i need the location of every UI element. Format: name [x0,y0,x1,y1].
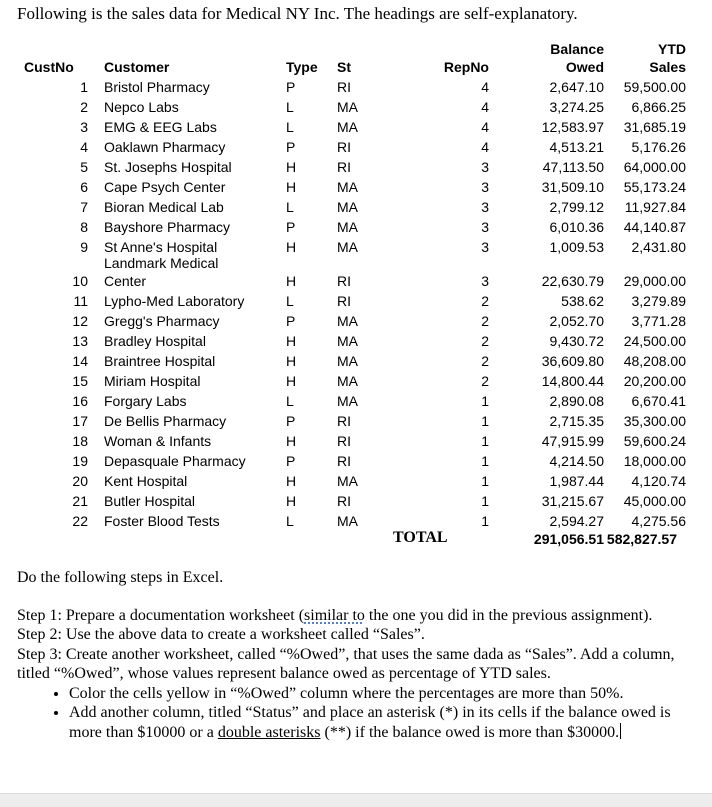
cell-st: RI [337,79,351,95]
cell-customer: Braintree Hospital [104,353,216,369]
cell-ytd: 6,866.25 [631,99,686,115]
step-1: Step 1: Prepare a documentation worksheet (similar to the one you did in the previous assignment). [17,606,653,624]
cell-type: H [286,159,297,175]
cell-customer: Bayshore Pharmacy [104,219,231,235]
cell-ytd: 4,120.74 [631,473,686,489]
cell-customer: Cape Psych Center [104,179,226,195]
cell-type: L [286,293,294,309]
cell-type: L [286,393,294,409]
cell-custno: 17 [72,413,88,429]
cell-ytd: 3,771.28 [631,313,686,329]
header-balance-line2: Owed [565,59,604,75]
cell-balance: 47,113.50 [542,159,604,175]
cell-customer: St Anne's Hospital [104,239,218,255]
cell-balance: 36,609.80 [541,353,604,369]
step-3: Step 3: Create another worksheet, called “%Owed”, that uses the same dada as “Sales”. Add a column, titled “%Owed”, whose values represent balance owed as percentage of YTD sales. [17,645,675,682]
cell-balance: 4,513.21 [549,139,604,155]
cell-st: RI [337,139,351,155]
cell-balance: 14,800.44 [541,373,604,389]
cell-balance: 31,215.67 [541,493,604,509]
cell-repno: 3 [481,159,489,175]
cell-customer: Oaklawn Pharmacy [104,139,226,155]
cell-ytd: 48,208.00 [623,353,686,369]
cell-type: H [286,273,297,289]
cell-repno: 2 [481,353,489,369]
cell-repno: 4 [481,99,489,115]
cell-ytd: 6,670.41 [631,393,686,409]
cell-st: RI [337,413,351,429]
cell-ytd: 2,431.80 [631,239,686,255]
cell-ytd: 24,500.00 [623,333,686,349]
cell-st: RI [337,159,351,175]
cell-customer: Center [104,273,147,289]
cell-ytd: 20,200.00 [623,373,686,389]
cell-customer: EMG & EEG Labs [104,119,217,135]
cell-repno: 3 [481,199,489,215]
cell-type: H [286,333,297,349]
cell-type: H [286,473,297,489]
cell-ytd: 44,140.87 [623,219,686,235]
cell-st: MA [337,373,358,389]
header-ytd-line2: Sales [649,59,686,75]
cell-repno: 1 [481,413,489,429]
intro-text: Following is the sales data for Medical NY Inc. The headings are self-explanatory. [17,4,578,23]
cell-type: H [286,179,297,195]
cell-st: MA [337,393,358,409]
header-custno: CustNo [24,59,74,75]
cell-type: L [286,119,294,135]
cell-customer: Nepco Labs [104,99,179,115]
cell-custno: 18 [72,433,88,449]
cell-type: H [286,433,297,449]
cell-custno: 9 [80,239,88,255]
cell-ytd: 59,600.24 [623,433,686,449]
cell-custno: 3 [80,119,88,135]
step-2: Step 2: Use the above data to create a worksheet called “Sales”. [17,626,425,643]
cell-balance: 4,214.50 [549,453,604,469]
cell-balance: 47,915.99 [541,433,604,449]
cell-customer: Bioran Medical Lab [104,199,224,215]
cell-customer: Bradley Hospital [104,333,206,349]
cell-st: MA [337,313,358,329]
cell-repno: 4 [481,79,489,95]
cell-custno: 21 [72,493,88,509]
cell-st: RI [337,453,351,469]
cell-type: P [286,79,296,95]
bottom-scroll-strip [0,793,712,807]
cell-type: P [286,413,296,429]
cell-repno: 3 [481,219,489,235]
cell-custno: 16 [72,393,88,409]
header-type: Type [286,59,318,75]
cell-ytd: 3,279.89 [631,293,686,309]
cell-customer: Foster Blood Tests [104,513,220,529]
cell-custno: 1 [80,79,88,95]
cell-customer: Depasquale Pharmacy [104,453,246,469]
cell-custno: 20 [72,473,88,489]
bullet-color-yellow: • Color the cells yellow in “%Owed” column where the percentages are more than 50%. [69,684,707,704]
cell-ytd: 31,685.19 [623,119,686,135]
cell-type: L [286,99,294,115]
cell-customer: De Bellis Pharmacy [104,413,227,429]
cell-type: H [286,493,297,509]
cell-st: RI [337,293,351,309]
cell-balance: 2,715.35 [549,413,604,429]
cell-custno: 10 [72,273,88,289]
cell-st: MA [337,119,358,135]
cell-ytd: 59,500.00 [623,79,686,95]
cell-st: MA [337,513,358,529]
header-st: St [337,59,351,75]
header-balance-line1: Balance [550,41,604,57]
cell-customer: Bristol Pharmacy [104,79,210,95]
cell-repno: 4 [481,139,489,155]
cell-custno: 22 [72,513,88,529]
cell-st: MA [337,199,358,215]
cell-balance: 31,509.10 [541,179,604,195]
cell-st: RI [337,493,351,509]
cell-ytd: 18,000.00 [623,453,686,469]
cell-st: RI [337,273,351,289]
cell-st: MA [337,239,358,255]
cell-custno: 15 [72,373,88,389]
cell-repno: 2 [481,293,489,309]
cell-customer: Miriam Hospital [104,373,201,389]
cell-type: P [286,453,296,469]
cell-repno: 1 [481,433,489,449]
cell-custno: 8 [80,219,88,235]
cell-ytd: 29,000.00 [623,273,686,289]
cell-balance: 1,009.53 [549,239,604,255]
similar-to-text: similar to [304,606,365,624]
cell-type: L [286,199,294,215]
cell-repno: 1 [481,453,489,469]
cell-repno: 1 [481,473,489,489]
cell-customer: Butler Hospital [104,493,196,509]
cell-custno: 6 [80,179,88,195]
cell-st: MA [337,333,358,349]
cell-custno: 14 [72,353,88,369]
cell-repno: 1 [481,513,489,529]
cell-balance: 1,987.44 [549,473,604,489]
cell-type: P [286,139,296,155]
cell-repno: 3 [481,239,489,255]
cell-balance: 2,052.70 [549,313,604,329]
total-ytd: 582,827.57 [606,531,677,547]
cell-balance: 2,647.10 [549,79,604,95]
cell-st: MA [337,219,358,235]
cell-custno: 4 [80,139,88,155]
cell-balance: 3,274.25 [549,99,604,115]
cell-balance: 22,630.79 [541,273,604,289]
cell-st: MA [337,473,358,489]
header-customer: Customer [104,59,170,75]
cell-repno: 2 [481,373,489,389]
cell-balance: 2,799.12 [549,199,604,215]
step-3-bullets [17,684,707,743]
cell-balance: 6,010.36 [549,219,604,235]
total-label: TOTAL [393,529,448,546]
cell-st: MA [337,99,358,115]
cell-custno: 2 [80,99,88,115]
cell-st: MA [337,353,358,369]
header-ytd-line1: YTD [658,41,686,57]
cell-st: RI [337,433,351,449]
total-balance: 291,056.51 [533,531,604,547]
cell-balance: 2,594.27 [549,513,604,529]
instructions-lead: Do the following steps in Excel. [17,569,224,586]
cell-custno: 12 [72,313,88,329]
cell-ytd: 64,000.00 [623,159,686,175]
cell-repno: 2 [481,333,489,349]
cell-custno: 13 [72,333,88,349]
cell-balance: 12,583.97 [541,119,604,135]
cell-balance: 2,890.08 [549,393,604,409]
bullet-status-column: • Add another column, titled “Status” and place an asterisk (*) in its cells if the balance owed is more than $10000 or a double asterisks (**) if the balance owed is more than $30000. [69,703,707,742]
cell-repno: 3 [481,273,489,289]
cell-st: MA [337,179,358,195]
header-repno: RepNo [443,59,489,75]
cell-ytd: 5,176.26 [631,139,686,155]
cell-customer: Kent Hospital [104,473,188,489]
cell-repno: 4 [481,119,489,135]
cell-balance: 9,430.72 [549,333,604,349]
cell-customer: Gregg's Pharmacy [104,313,220,329]
cell-repno: 1 [481,393,489,409]
cell-repno: 2 [481,313,489,329]
cell-custno: 5 [80,159,88,175]
cell-ytd: 45,000.00 [623,493,686,509]
cell-type: H [286,373,297,389]
cell-customer-line1: Landmark Medical [104,255,219,271]
cell-type: H [286,353,297,369]
cell-repno: 1 [481,493,489,509]
cell-customer: Forgary Labs [104,393,187,409]
cell-ytd: 4,275.56 [631,513,686,529]
cell-type: H [286,239,297,255]
cell-ytd: 35,300.00 [623,413,686,429]
cell-ytd: 55,173.24 [623,179,686,195]
cell-type: P [286,313,296,329]
cell-repno: 3 [481,179,489,195]
cell-customer: St. Josephs Hospital [104,159,232,175]
cell-type: L [286,513,294,529]
cell-custno: 19 [72,453,88,469]
cell-balance: 538.62 [561,293,604,309]
double-asterisks-text: double asterisks [217,723,321,741]
cell-custno: 7 [80,199,88,215]
cell-custno: 11 [73,293,88,309]
cell-customer: Woman & Infants [104,433,212,449]
instructions [17,568,707,742]
cell-type: P [286,219,296,235]
cell-ytd: 11,927.84 [624,199,686,215]
text-cursor [620,723,621,739]
cell-customer: Lypho-Med Laboratory [104,293,245,309]
